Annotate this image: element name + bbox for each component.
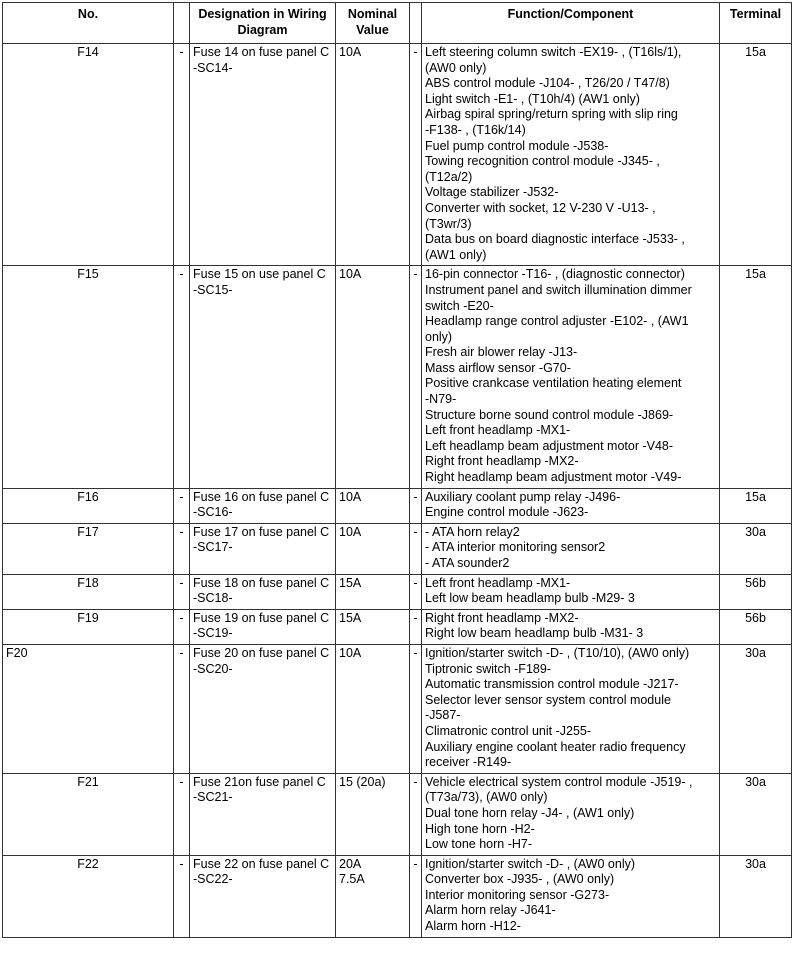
header-blank-1 — [174, 3, 190, 44]
nominal-value-cell — [336, 855, 410, 937]
dash-marker: - — [174, 644, 190, 773]
fuse-number: F17 — [3, 523, 174, 574]
nominal-value-cell — [336, 574, 410, 609]
function-cell-line: Low tone horn -H7- — [425, 837, 533, 852]
function-cell-line: Engine control module -J623- — [425, 505, 589, 520]
function-cell-line: ABS control module -J104- , T26/20 / T47/8) — [425, 76, 670, 91]
function-cell-line: Right front headlamp -MX2- — [425, 610, 579, 625]
function-cell-line: Tiptronic switch -F189- — [425, 661, 551, 676]
table-row — [3, 855, 792, 937]
function-cell-line: Instrument panel and switch illumination dimmer — [425, 282, 692, 297]
function-cell-line: Right low beam headlamp bulb -M31- 3 — [425, 626, 644, 641]
designation-cell: Fuse 17 on fuse panel C -SC17- — [190, 523, 336, 574]
function-cell-line: only) — [425, 329, 453, 344]
designation-cell: Fuse 22 on fuse panel C -SC22- — [190, 855, 336, 937]
table-row — [3, 609, 792, 644]
function-cell — [422, 266, 720, 488]
table-row — [3, 488, 792, 523]
nominal-value-cell-line: 15A — [339, 610, 362, 625]
function-cell — [422, 523, 720, 574]
dash-marker: - — [174, 266, 190, 488]
dash-marker: - — [174, 855, 190, 937]
table-row — [3, 773, 792, 855]
table-row — [3, 266, 792, 488]
function-cell-line: Positive crankcase ventilation heating element — [425, 376, 682, 391]
dash-marker: - — [410, 609, 422, 644]
function-cell-line: Fresh air blower relay -J13- — [425, 345, 578, 360]
function-cell-line: -J587- — [425, 708, 461, 723]
function-cell-line: -N79- — [425, 392, 457, 407]
designation-cell: Fuse 15 on use panel C -SC15- — [190, 266, 336, 488]
nominal-value-cell — [336, 44, 410, 266]
function-cell-line: Data bus on board diagnostic interface -J533- , — [425, 232, 685, 247]
fuse-number: F22 — [3, 855, 174, 937]
function-cell — [422, 574, 720, 609]
function-cell-line: Fuel pump control module -J538- — [425, 138, 609, 153]
nominal-value-cell-line: 10A — [339, 45, 362, 59]
function-cell-line: Mass airflow sensor -G70- — [425, 360, 571, 375]
nominal-value-cell-line: 10A — [339, 645, 362, 660]
function-cell-line: (T73a/73), (AW0 only) — [425, 790, 548, 805]
function-cell-line: Ignition/starter switch -D- , (AW0 only) — [425, 856, 636, 871]
function-cell-line: Ignition/starter switch -D- , (T10/10), (AW0 only) — [425, 645, 690, 660]
dash-marker: - — [410, 773, 422, 855]
function-cell-line: Converter box -J935- , (AW0 only) — [425, 872, 615, 887]
nominal-value-cell — [336, 488, 410, 523]
dash-marker: - — [410, 855, 422, 937]
nominal-value-cell-line: 20A — [339, 856, 362, 871]
function-cell-line: - ATA interior monitoring sensor2 — [425, 540, 606, 555]
fuse-number: F16 — [3, 488, 174, 523]
function-cell-line: High tone horn -H2- — [425, 821, 535, 836]
function-cell — [422, 609, 720, 644]
header-row — [3, 3, 792, 44]
function-cell-line: receiver -R149- — [425, 755, 512, 770]
dash-marker: - — [174, 609, 190, 644]
function-cell-line: -F138- , (T16k/14) — [425, 122, 526, 137]
terminal-cell: 15a — [720, 266, 792, 488]
function-cell-line: Auxiliary coolant pump relay -J496- — [425, 489, 621, 504]
function-cell-line: - ATA horn relay2 — [425, 524, 520, 539]
function-cell-line: Left front headlamp -MX1- — [425, 575, 571, 590]
table-row — [3, 44, 792, 266]
header-no: No. — [3, 3, 174, 44]
dash-marker: - — [174, 773, 190, 855]
function-cell-line: Left low beam headlamp bulb -M29- 3 — [425, 591, 635, 606]
designation-cell: Fuse 21on fuse panel C -SC21- — [190, 773, 336, 855]
nominal-value-cell — [336, 773, 410, 855]
function-cell-line: Interior monitoring sensor -G273- — [425, 887, 610, 902]
function-cell-line: Light switch -E1- , (T10h/4) (AW1 only) — [425, 91, 640, 106]
function-cell-line: Towing recognition control module -J345- , — [425, 154, 660, 169]
function-cell-line: Selector lever sensor system control module — [425, 692, 671, 707]
terminal-cell: 30a — [720, 644, 792, 773]
header-designation: Designation in Wiring Diagram — [190, 3, 336, 44]
function-cell-line: Structure borne sound control module -J869- — [425, 407, 674, 422]
dash-marker: - — [174, 44, 190, 266]
terminal-cell: 56b — [720, 609, 792, 644]
terminal-cell: 15a — [720, 44, 792, 266]
dash-marker: - — [410, 266, 422, 488]
dash-marker: - — [174, 488, 190, 523]
nominal-value-cell-line: 10A — [339, 524, 362, 539]
fuse-number: F20 — [3, 644, 174, 773]
nominal-value-cell — [336, 523, 410, 574]
terminal-cell: 15a — [720, 488, 792, 523]
dash-marker: - — [410, 644, 422, 773]
dash-marker: - — [410, 488, 422, 523]
function-cell-line: Left front headlamp -MX1- — [425, 423, 571, 438]
terminal-cell: 56b — [720, 574, 792, 609]
function-cell-line: Airbag spiral spring/return spring with slip ring — [425, 107, 678, 122]
function-cell-line: Voltage stabilizer -J532- — [425, 185, 559, 200]
designation-cell: Fuse 19 on fuse panel C -SC19- — [190, 609, 336, 644]
nominal-value-cell-line: 10A — [339, 267, 362, 282]
nominal-value-cell-line: 10A — [339, 489, 362, 504]
nominal-value-cell-line: 15A — [339, 575, 362, 590]
designation-cell: Fuse 14 on fuse panel C -SC14- — [190, 44, 336, 266]
header-nominal-value: Nominal Value — [336, 3, 410, 44]
fuse-number: F14 — [3, 44, 174, 266]
terminal-cell: 30a — [720, 523, 792, 574]
function-cell-line: Left steering column switch -EX19- , (T16ls/1), — [425, 45, 682, 59]
dash-marker: - — [410, 44, 422, 266]
function-cell-line: Right front headlamp -MX2- — [425, 454, 579, 469]
function-cell-line: Automatic transmission control module -J217- — [425, 677, 679, 692]
function-cell — [422, 855, 720, 937]
fuse-number: F15 — [3, 266, 174, 488]
dash-marker: - — [410, 574, 422, 609]
function-cell-line: Alarm horn -H12- — [425, 919, 521, 934]
function-cell-line: Dual tone horn relay -J4- , (AW1 only) — [425, 805, 635, 820]
nominal-value-cell-line: 7.5A — [339, 872, 365, 887]
header-blank-2 — [410, 3, 422, 44]
function-cell — [422, 44, 720, 266]
function-cell-line: (T12a/2) — [425, 169, 473, 184]
function-cell-line: 16-pin connector -T16- , (diagnostic connector) — [425, 267, 685, 282]
fuse-number: F21 — [3, 773, 174, 855]
terminal-cell: 30a — [720, 773, 792, 855]
table-row — [3, 574, 792, 609]
nominal-value-cell — [336, 609, 410, 644]
function-cell-line: (AW1 only) — [425, 247, 487, 262]
function-cell — [422, 644, 720, 773]
function-cell-line: Headlamp range control adjuster -E102- , (AW1 — [425, 314, 689, 329]
header-terminal: Terminal — [720, 3, 792, 44]
function-cell — [422, 773, 720, 855]
dash-marker: - — [174, 523, 190, 574]
function-cell-line: Right headlamp beam adjustment motor -V49- — [425, 470, 682, 485]
function-cell-line: - ATA sounder2 — [425, 556, 510, 570]
dash-marker: - — [174, 574, 190, 609]
function-cell-line: Climatronic control unit -J255- — [425, 723, 592, 738]
nominal-value-cell — [336, 644, 410, 773]
header-function: Function/Component — [422, 3, 720, 44]
function-cell-line: (T3wr/3) — [425, 216, 472, 231]
nominal-value-cell — [336, 266, 410, 488]
function-cell-line: (AW0 only) — [425, 60, 487, 75]
fuse-number: F19 — [3, 609, 174, 644]
table-row — [3, 523, 792, 574]
fuse-table — [2, 2, 792, 938]
function-cell-line: Auxiliary engine coolant heater radio frequency — [425, 739, 686, 754]
table-row — [3, 644, 792, 773]
nominal-value-cell-line: 15 (20a) — [339, 774, 386, 789]
terminal-cell: 30a — [720, 855, 792, 937]
dash-marker: - — [410, 523, 422, 574]
function-cell-line: Alarm horn relay -J641- — [425, 903, 556, 918]
function-cell — [422, 488, 720, 523]
fuse-number: F18 — [3, 574, 174, 609]
function-cell-line: Converter with socket, 12 V-230 V -U13- , — [425, 200, 656, 215]
designation-cell: Fuse 18 on fuse panel C -SC18- — [190, 574, 336, 609]
function-cell-line: switch -E20- — [425, 298, 494, 313]
function-cell-line: Vehicle electrical system control module -J519- , — [425, 774, 693, 789]
function-cell-line: Left headlamp beam adjustment motor -V48- — [425, 438, 674, 453]
designation-cell: Fuse 16 on fuse panel C -SC16- — [190, 488, 336, 523]
designation-cell: Fuse 20 on fuse panel C -SC20- — [190, 644, 336, 773]
